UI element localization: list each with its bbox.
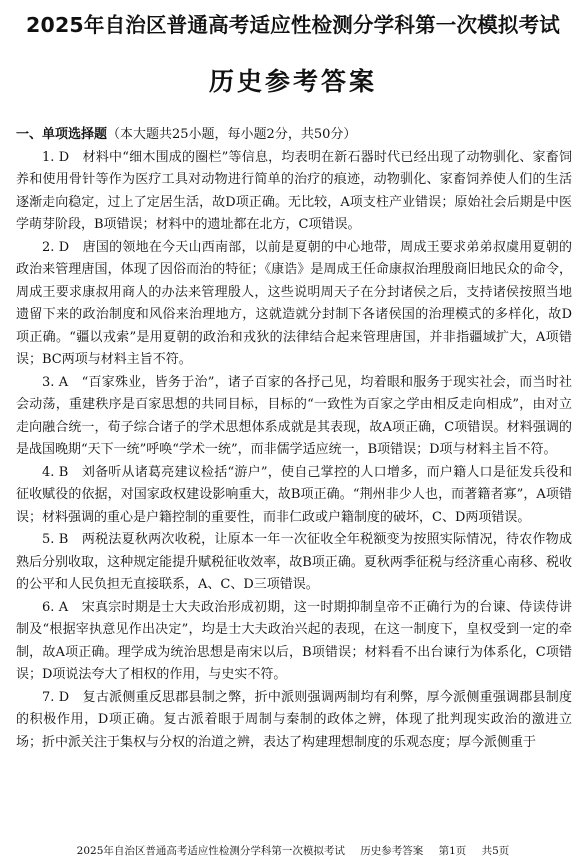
section-title: 一、单项选择题 <box>16 127 108 142</box>
answer-item-4 <box>16 462 572 530</box>
section-note: （本大题共25小题，每小题2分，共50分） <box>107 127 357 142</box>
answer-explanation: “百家殊业，皆务于治”，诸子百家的各抒己见，均着眼和服务于现实社会，而当时社会动荡，重建秩序是百家思想的共同目标，目标的“一致性为百家之学由相反走向相成”，由对立走向融合统一，荀子综合诸子的学术思想体系成就是其表现，故A项正确，C项错误。材料强调的是战国晚期“天下一统”呼唤“学术一统”，而非儒学适应统一，B项错误；D项与材料主旨不符。 <box>16 374 572 457</box>
section-heading <box>16 124 572 147</box>
footer-exam-name: 2025年自治区普通高考适应性检测分学科第一次模拟考试 <box>76 845 345 857</box>
answer-content <box>16 124 572 754</box>
answer-explanation: 唐国的领地在今天山西南部，以前是夏朝的中心地带，周成王要求弟弟叔虞用夏朝的政治来管理唐国，体现了因俗而治的特征；《康诰》是周成王任命康叔治理殷商旧地民众的命令，周成王要求康叔用商人的办法来管理殷人，这些说明周天子在分封诸侯之后，支持诸侯按照当地遗留下来的政治制度和风俗来治理地方，这就造就分封制下各诸侯国的治理模式的多样化，故D项正确。“疆以戎索”是用夏朝的政治和戎狄的法律结合起来管理唐国，并非指疆域扩大，A项错误；BC两项与材料主旨不符。 <box>16 239 572 367</box>
answer-label: 5. B <box>42 532 69 547</box>
answer-label: 4. B <box>42 464 69 480</box>
answer-explanation: 材料中“细木围成的圈栏”等信息，均表明在新石器时代已经出现了动物驯化、家畜饲养和使用骨针等作为医疗工具对动物进行简单的治疗的痕迹，动物驯化、家畜饲养使人们的生活逐渐走向稳定，过上了定居生活，故D项正确。无比较，A项支柱产业错误；原始社会后期是中医学萌芽阶段，B项错误；材料中的遗址都在北方，C项错误。 <box>16 149 572 232</box>
answer-item-2 <box>16 237 572 372</box>
answer-label: 1. D <box>42 149 70 165</box>
answer-explanation: 复古派侧重反思郡县制之弊，折中派则强调两制均有利弊，厚今派侧重强调郡县制度的积极作用，D项正确。复古派着眼于周制与秦制的政体之辨，体现了批判现实政治的激进立场；折中派关注于集权与分权的治道之辨，表达了构建理想制度的乐观态度；厚今派侧重于 <box>16 689 572 750</box>
answer-item-7 <box>16 687 572 755</box>
answer-item-3 <box>16 372 572 462</box>
answer-label: 6. A <box>42 599 69 615</box>
exam-title: 2025年自治区普通高考适应性检测分学科第一次模拟考试 <box>26 13 560 37</box>
page-footer <box>0 843 586 858</box>
footer-total-pages: 共5页 <box>481 845 510 857</box>
answer-item-6 <box>16 597 572 687</box>
answer-label: 7. D <box>42 689 70 705</box>
answer-label: 3. A <box>42 374 69 390</box>
answer-item-5 <box>16 529 572 597</box>
answer-explanation: 两税法夏秋两次收税，让原本一年一次征收全年税额变为按照实际情况，待农作物成熟后分别收取，这种规定能提升赋税征收效率，故B项正确。夏秋两季征税与经济重心南移、税收的公平和人民负担无直接联系，A、C、D三项错误。 <box>16 532 572 592</box>
answer-explanation: 宋真宗时期是士大夫政治形成初期，这一时期抑制皇帝不正确行为的台谏、侍读侍讲制及“根据宰执意见作出决定”，均是士大夫政治兴起的表现，在这一制度下，皇权受到一定的牵制，故A项正确。理学成为统治思想是南宋以后，B项错误；材料看不出台谏行为体系化，C项错误；D项说法夸大了相权的作用，与史实不符。 <box>16 599 572 682</box>
answer-explanation: 刘备听从诸葛亮建议检括“游户”，使自己掌控的人口增多，而户籍人口是征发兵役和征收赋役的依据，对国家政权建设影响重大，故B项正确。“荆州非少人也，而著籍者寡”，A项错误；材料强调的重心是户籍控制的重要性，而非仁政或户籍制度的破坏，C、D两项错误。 <box>16 464 572 525</box>
answer-item-1 <box>16 147 572 237</box>
document-title: 历史参考答案 <box>208 67 377 96</box>
footer-subject: 历史参考答案 <box>360 845 424 857</box>
answer-label: 2. D <box>42 239 70 255</box>
footer-page-number: 第1页 <box>438 845 467 857</box>
